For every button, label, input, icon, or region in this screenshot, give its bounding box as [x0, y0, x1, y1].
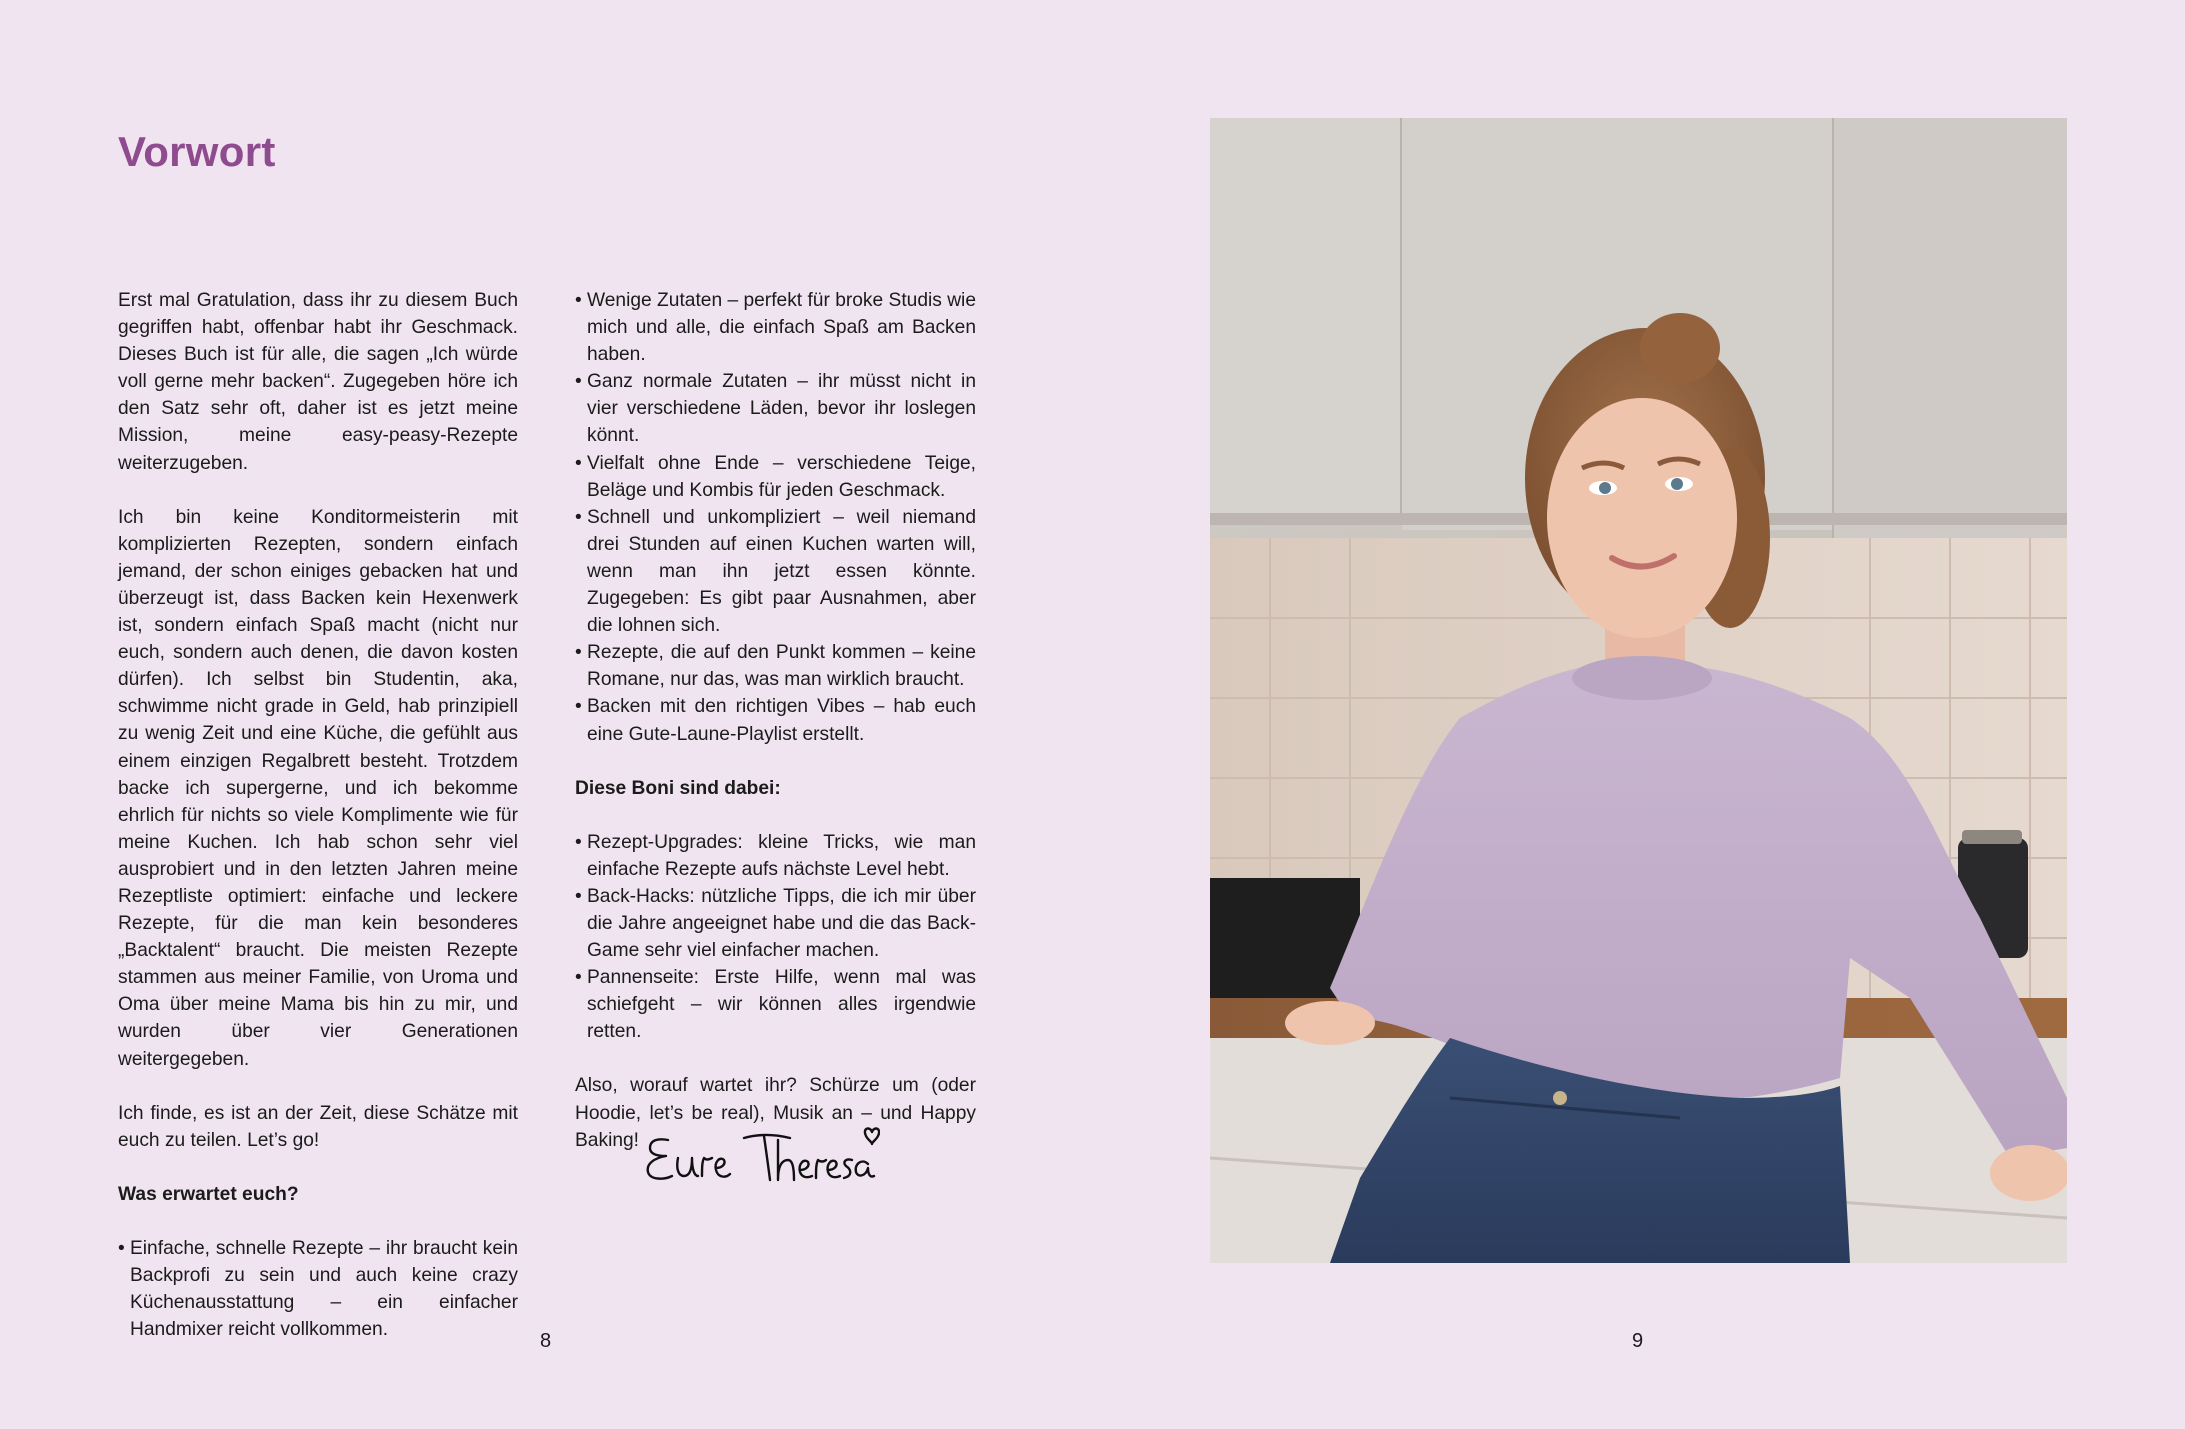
- list-item: • Vielfalt ohne Ende – verschiedene Teige, Beläge und Kombis für jeden Geschmack.: [575, 450, 976, 504]
- signature: [640, 1118, 880, 1208]
- list-item: • Back-Hacks: nützliche Tipps, die ich mir über die Jahre angeeignet habe und die das Back-Game sehr viel einfacher machen.: [575, 883, 976, 964]
- text-column-left: [118, 287, 518, 1370]
- expectations-list: [118, 1235, 518, 1343]
- list-item: • Rezepte, die auf den Punkt kommen – keine Romane, nur das, was man wirklich braucht.: [575, 639, 976, 693]
- expectations-heading: Was erwartet euch?: [118, 1183, 299, 1205]
- share-paragraph: Ich finde, es ist an der Zeit, diese Schätze mit euch zu teilen. Let’s go!: [118, 1102, 518, 1151]
- intro-paragraph: Erst mal Gratulation, dass ihr zu diesem Buch gegriffen habt, offenbar habt ihr Geschmack. Dieses Buch ist für alle, die sagen „Ich würde voll gerne mehr backen“. Zugegeben höre ich den Satz sehr oft, daher ist es jetzt meine Mission, meine easy-peasy-Rezepte weiterzugeben.: [118, 290, 518, 474]
- page-number-right: 9: [1632, 1330, 1644, 1352]
- list-item: • Wenige Zutaten – perfekt für broke Studis wie mich und alle, die einfach Spaß am Backen haben.: [575, 287, 976, 368]
- list-item: • Ganz normale Zutaten – ihr müsst nicht in vier verschiedene Läden, bevor ihr loslegen könnt.: [575, 368, 976, 449]
- page-title: Vorwort: [118, 128, 276, 175]
- list-item: • Backen mit den richtigen Vibes – hab euch eine Gute-Laune-Playlist erstellt.: [575, 693, 976, 747]
- page-number-left: 8: [540, 1330, 552, 1352]
- text-column-right: [575, 287, 976, 1181]
- list-item: • Schnell und unkompliziert – weil niemand drei Stunden auf einen Kuchen warten will, wenn man ihn jetzt essen könnte. Zugegeben: Es gibt paar Ausnahmen, aber die lohnen sich.: [575, 504, 976, 639]
- list-item: • Einfache, schnelle Rezepte – ihr braucht kein Backprofi zu sein und auch keine crazy Küchenausstattung – ein einfacher Handmixer reicht vollkommen.: [118, 1235, 518, 1343]
- author-photo: [1210, 118, 2067, 1263]
- closing-paragraph: Also, worauf wartet ihr? Schürze um (oder Hoodie, let’s be real), Musik an – und Happy Baking!: [575, 1075, 976, 1151]
- boni-heading: Diese Boni sind dabei:: [575, 777, 781, 799]
- boni-list: [575, 829, 976, 1046]
- about-paragraph: Ich bin keine Konditormeisterin mit komplizierten Rezepten, sondern einfach jemand, der schon einiges gebacken hat und überzeugt ist, dass Backen kein Hexenwerk ist, sondern einfach Spaß macht (nicht nur euch, sondern auch denen, die davon kosten dürfen). Ich selbst bin Studentin, aka, schwimme nicht grade in Geld, hab prinzipiell zu wenig Zeit und eine Küche, die gefühlt aus einem einzigen Regalbrett besteht. Trotzdem backe ich supergerne, und ich bekomme ehrlich für nichts so viele Komplimente wie für meine Kuchen. Ich hab schon sehr viel ausprobiert und in den letzten Jahren meine Rezeptliste optimiert: einfache und leckere Rezepte, für die man kein besonderes „Backtalent“ braucht. Die meisten Rezepte stammen aus meiner Familie, von Uroma und Oma über meine Mama bis hin zu mir, und wurden über vier Generationen weitergegeben.: [118, 506, 518, 1070]
- expectations-list-continued: [575, 287, 976, 748]
- list-item: • Pannenseite: Erste Hilfe, wenn mal was schiefgeht – wir können alles irgendwie retten.: [575, 964, 976, 1045]
- list-item: • Rezept-Upgrades: kleine Tricks, wie man einfache Rezepte aufs nächste Level hebt.: [575, 829, 976, 883]
